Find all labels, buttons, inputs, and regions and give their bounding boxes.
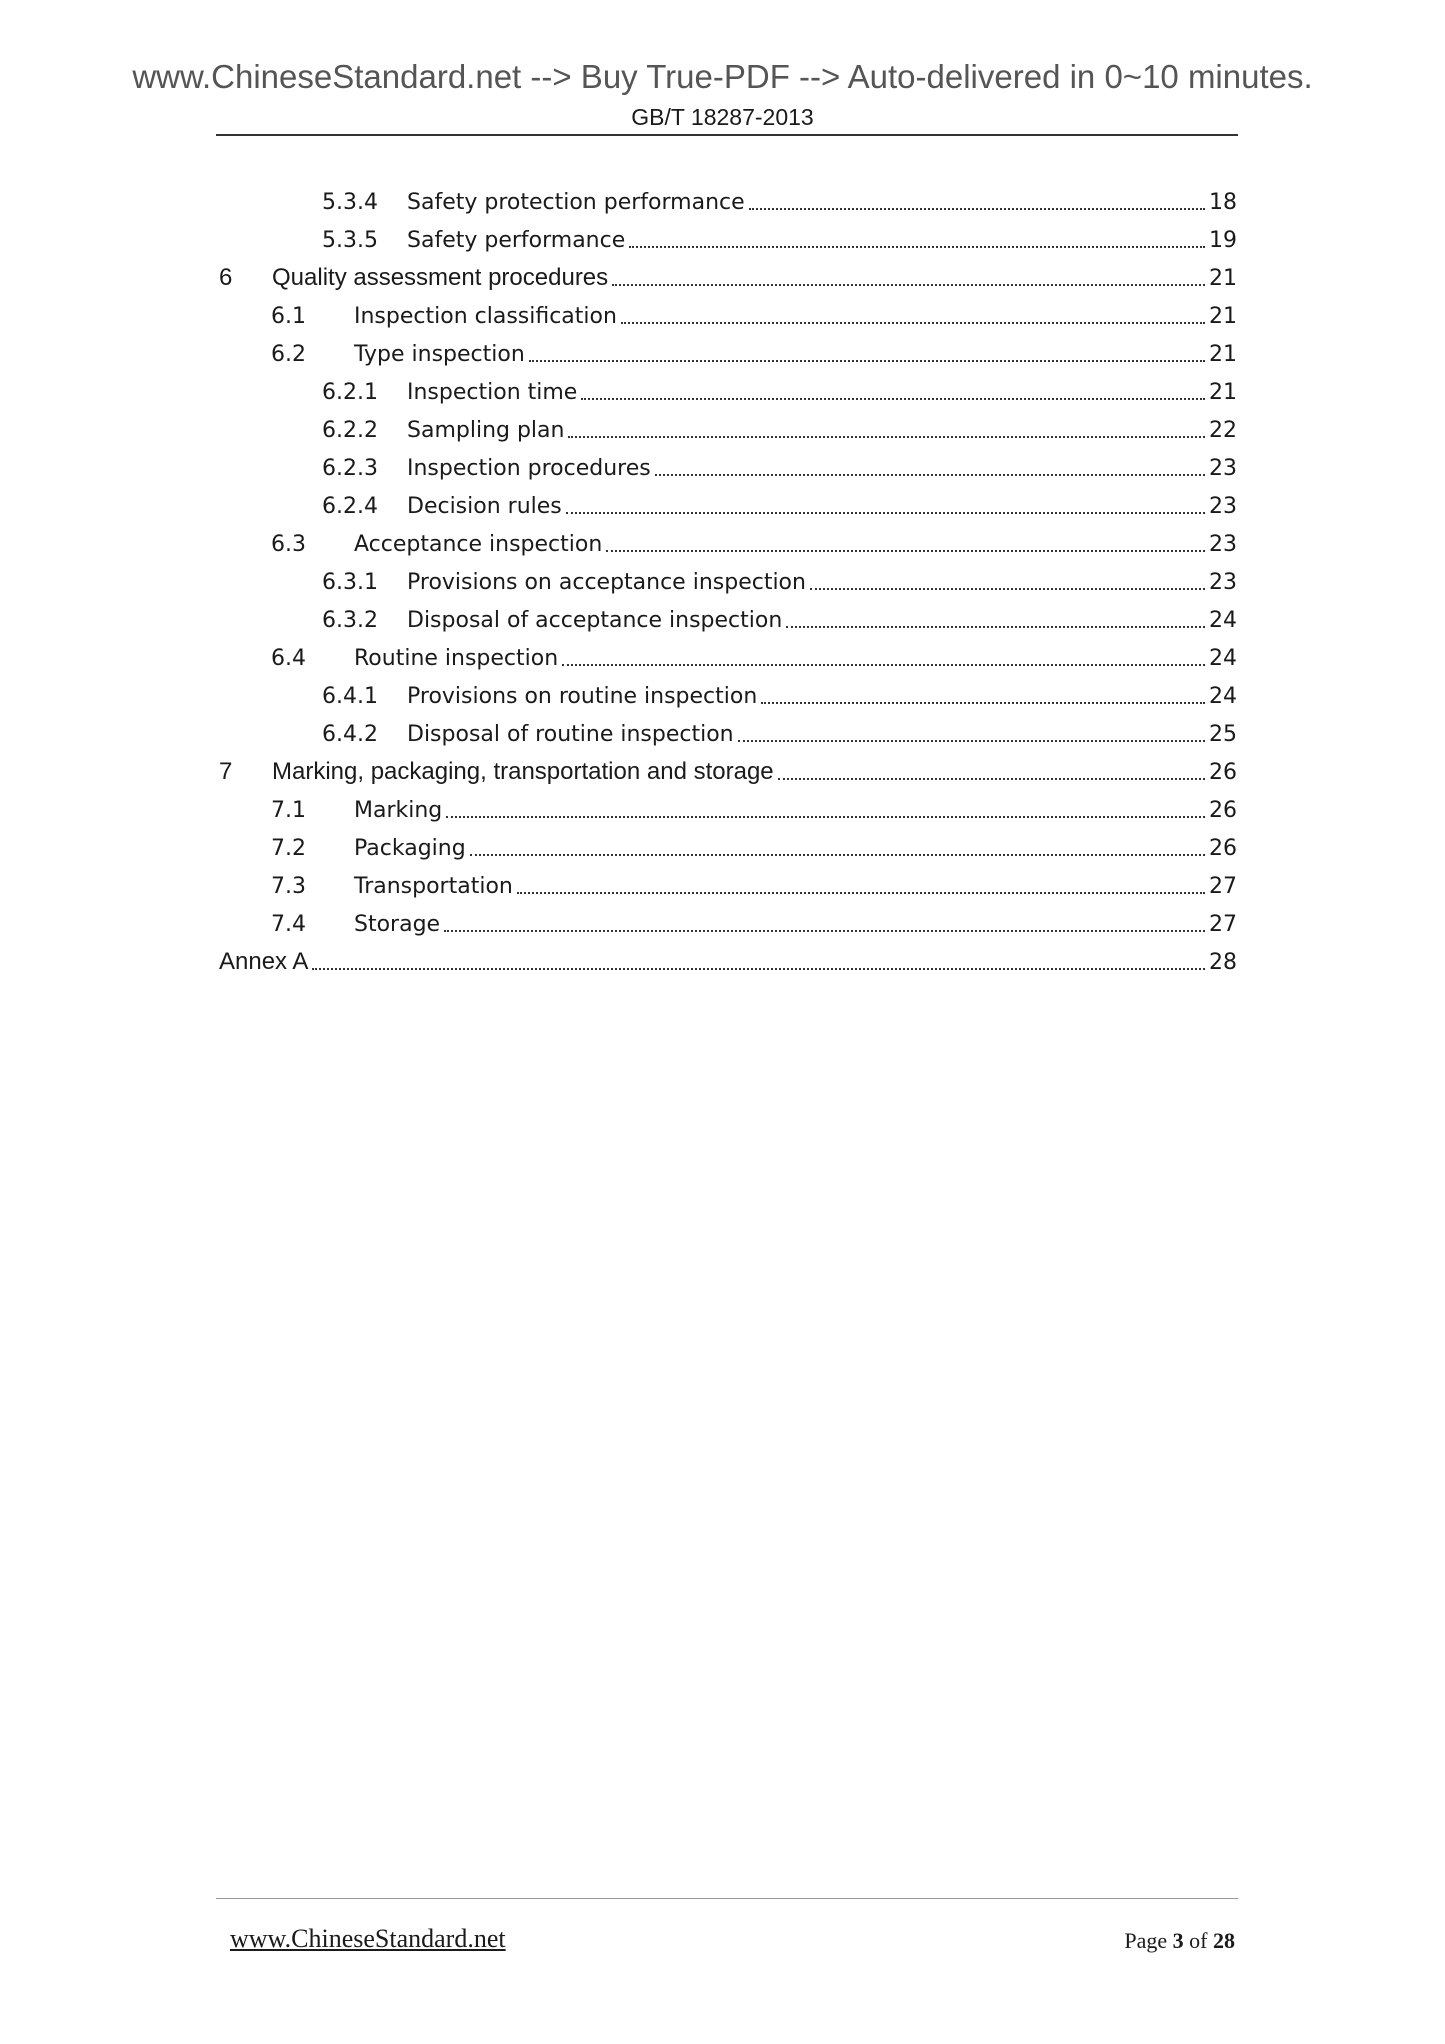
toc-entry-number: 6.2.4 xyxy=(322,494,378,519)
dot-leader xyxy=(778,778,1205,780)
toc-entry-title: Acceptance inspection xyxy=(354,532,603,557)
toc-entry[interactable] xyxy=(219,214,1237,252)
footer-site-link[interactable]: www.ChineseStandard.net xyxy=(230,1924,506,1953)
dot-leader xyxy=(761,702,1205,704)
toc-entry-number: 7.3 xyxy=(271,874,306,899)
toc-entry-title: Transportation xyxy=(354,874,513,899)
toc-entry-page: 23 xyxy=(1209,532,1237,557)
toc-entry-number: 7.1 xyxy=(271,798,306,823)
toc-entry-number: 6.2.2 xyxy=(322,418,378,443)
toc-entry-page: 23 xyxy=(1209,570,1237,595)
toc-entry-title: Safety protection performance xyxy=(407,190,745,215)
toc-entry-number: 6.3.1 xyxy=(322,570,378,595)
toc-entry[interactable] xyxy=(219,252,1237,290)
dot-leader xyxy=(738,740,1205,742)
toc-entry-number: 5.3.5 xyxy=(322,228,378,253)
toc-entry-page: 19 xyxy=(1209,228,1237,253)
toc-entry-page: 25 xyxy=(1209,722,1237,747)
toc-entry-page: 23 xyxy=(1209,494,1237,519)
toc-entry[interactable] xyxy=(219,936,1237,974)
toc-entry-title: Provisions on acceptance inspection xyxy=(407,570,806,595)
toc-entry-number: 7.2 xyxy=(271,836,306,861)
toc-entry[interactable] xyxy=(219,556,1237,594)
toc-entry[interactable] xyxy=(219,328,1237,366)
page-number xyxy=(1124,1928,1235,1954)
toc-entry[interactable] xyxy=(219,860,1237,898)
toc-entry[interactable] xyxy=(219,822,1237,860)
toc-entry-title: Sampling plan xyxy=(407,418,565,443)
toc-entry-page: 21 xyxy=(1209,342,1237,367)
toc-entry-number: 6.1 xyxy=(271,304,306,329)
dot-leader xyxy=(786,626,1205,628)
toc-entry-number: 7 xyxy=(219,758,233,785)
toc-entry[interactable] xyxy=(219,442,1237,480)
toc-entry[interactable] xyxy=(219,518,1237,556)
dot-leader xyxy=(810,588,1205,590)
dot-leader xyxy=(568,436,1205,438)
toc-entry-title: Decision rules xyxy=(407,494,562,519)
dot-leader xyxy=(529,360,1205,362)
table-of-contents xyxy=(219,176,1237,974)
toc-entry-number: 6.2 xyxy=(271,342,306,367)
toc-entry-title: Quality assessment procedures xyxy=(272,264,609,291)
page-of: of xyxy=(1189,1928,1208,1953)
toc-entry[interactable] xyxy=(219,670,1237,708)
toc-entry-title: Disposal of routine inspection xyxy=(407,722,734,747)
page-prefix: Page xyxy=(1124,1928,1168,1953)
toc-entry-title: Type inspection xyxy=(354,342,525,367)
toc-entry-page: 27 xyxy=(1209,912,1237,937)
toc-entry[interactable] xyxy=(219,746,1237,784)
toc-entry-number: 6.2.3 xyxy=(322,456,378,481)
toc-entry-page: 18 xyxy=(1209,190,1237,215)
header-divider xyxy=(216,134,1238,136)
toc-entry-title: Safety performance xyxy=(407,228,626,253)
toc-entry-number: 6.2.1 xyxy=(322,380,378,405)
dot-leader xyxy=(517,892,1205,894)
toc-entry[interactable] xyxy=(219,290,1237,328)
toc-entry[interactable] xyxy=(219,898,1237,936)
toc-entry[interactable] xyxy=(219,176,1237,214)
document-id: GB/T 18287-2013 xyxy=(631,104,814,130)
toc-entry-title: Provisions on routine inspection xyxy=(407,684,758,709)
toc-entry-page: 24 xyxy=(1209,684,1237,709)
toc-entry-number: 5.3.4 xyxy=(322,190,378,215)
dot-leader xyxy=(612,284,1205,286)
dot-leader xyxy=(312,968,1205,970)
toc-entry-page: 21 xyxy=(1209,266,1237,291)
toc-entry-page: 26 xyxy=(1209,760,1237,785)
toc-entry-title: Marking, packaging, transportation and storage xyxy=(272,758,774,785)
toc-entry-title: Inspection procedures xyxy=(407,456,651,481)
toc-entry-title: Packaging xyxy=(354,836,466,861)
toc-entry-number: 7.4 xyxy=(271,912,306,937)
dot-leader xyxy=(621,322,1205,324)
toc-entry-page: 22 xyxy=(1209,418,1237,443)
toc-entry-page: 23 xyxy=(1209,456,1237,481)
toc-entry[interactable] xyxy=(219,404,1237,442)
toc-entry[interactable] xyxy=(219,784,1237,822)
toc-entry-number: 6.4.2 xyxy=(322,722,378,747)
toc-entry-title: Inspection classification xyxy=(354,304,617,329)
toc-entry-title: Marking xyxy=(354,798,443,823)
dot-leader xyxy=(581,398,1205,400)
toc-entry-number: 6 xyxy=(219,264,233,291)
dot-leader xyxy=(444,930,1205,932)
toc-entry-number: 6.3 xyxy=(271,532,306,557)
dot-leader xyxy=(566,512,1205,514)
dot-leader xyxy=(749,208,1205,210)
footer-divider xyxy=(216,1898,1238,1899)
toc-entry-page: 26 xyxy=(1209,836,1237,861)
dot-leader xyxy=(470,854,1205,856)
toc-entry-title: Routine inspection xyxy=(354,646,559,671)
toc-entry-number: 6.4.1 xyxy=(322,684,378,709)
page-total: 28 xyxy=(1213,1928,1235,1953)
dot-leader xyxy=(606,550,1205,552)
toc-entry-number: 6.4 xyxy=(271,646,306,671)
toc-entry-page: 24 xyxy=(1209,646,1237,671)
toc-entry[interactable] xyxy=(219,632,1237,670)
toc-entry-page: 21 xyxy=(1209,380,1237,405)
toc-entry[interactable] xyxy=(219,708,1237,746)
toc-entry-page: 28 xyxy=(1209,950,1237,975)
header-banner: www.ChineseStandard.net --> Buy True-PDF --> Auto-delivered in 0~10 minutes. xyxy=(132,58,1313,95)
toc-entry-title: Inspection time xyxy=(407,380,578,405)
toc-entry[interactable] xyxy=(219,594,1237,632)
toc-entry-title: Disposal of acceptance inspection xyxy=(407,608,783,633)
toc-entry-page: 24 xyxy=(1209,608,1237,633)
toc-entry-title: Storage xyxy=(354,912,441,937)
dot-leader xyxy=(562,664,1205,666)
dot-leader xyxy=(629,246,1205,248)
toc-entry-title: Annex A xyxy=(219,948,309,975)
toc-entry-page: 26 xyxy=(1209,798,1237,823)
toc-entry[interactable] xyxy=(219,480,1237,518)
toc-entry-page: 27 xyxy=(1209,874,1237,899)
page-current: 3 xyxy=(1172,1928,1184,1953)
toc-entry-page: 21 xyxy=(1209,304,1237,329)
dot-leader xyxy=(655,474,1205,476)
toc-entry[interactable] xyxy=(219,366,1237,404)
toc-entry-number: 6.3.2 xyxy=(322,608,378,633)
dot-leader xyxy=(446,816,1205,818)
